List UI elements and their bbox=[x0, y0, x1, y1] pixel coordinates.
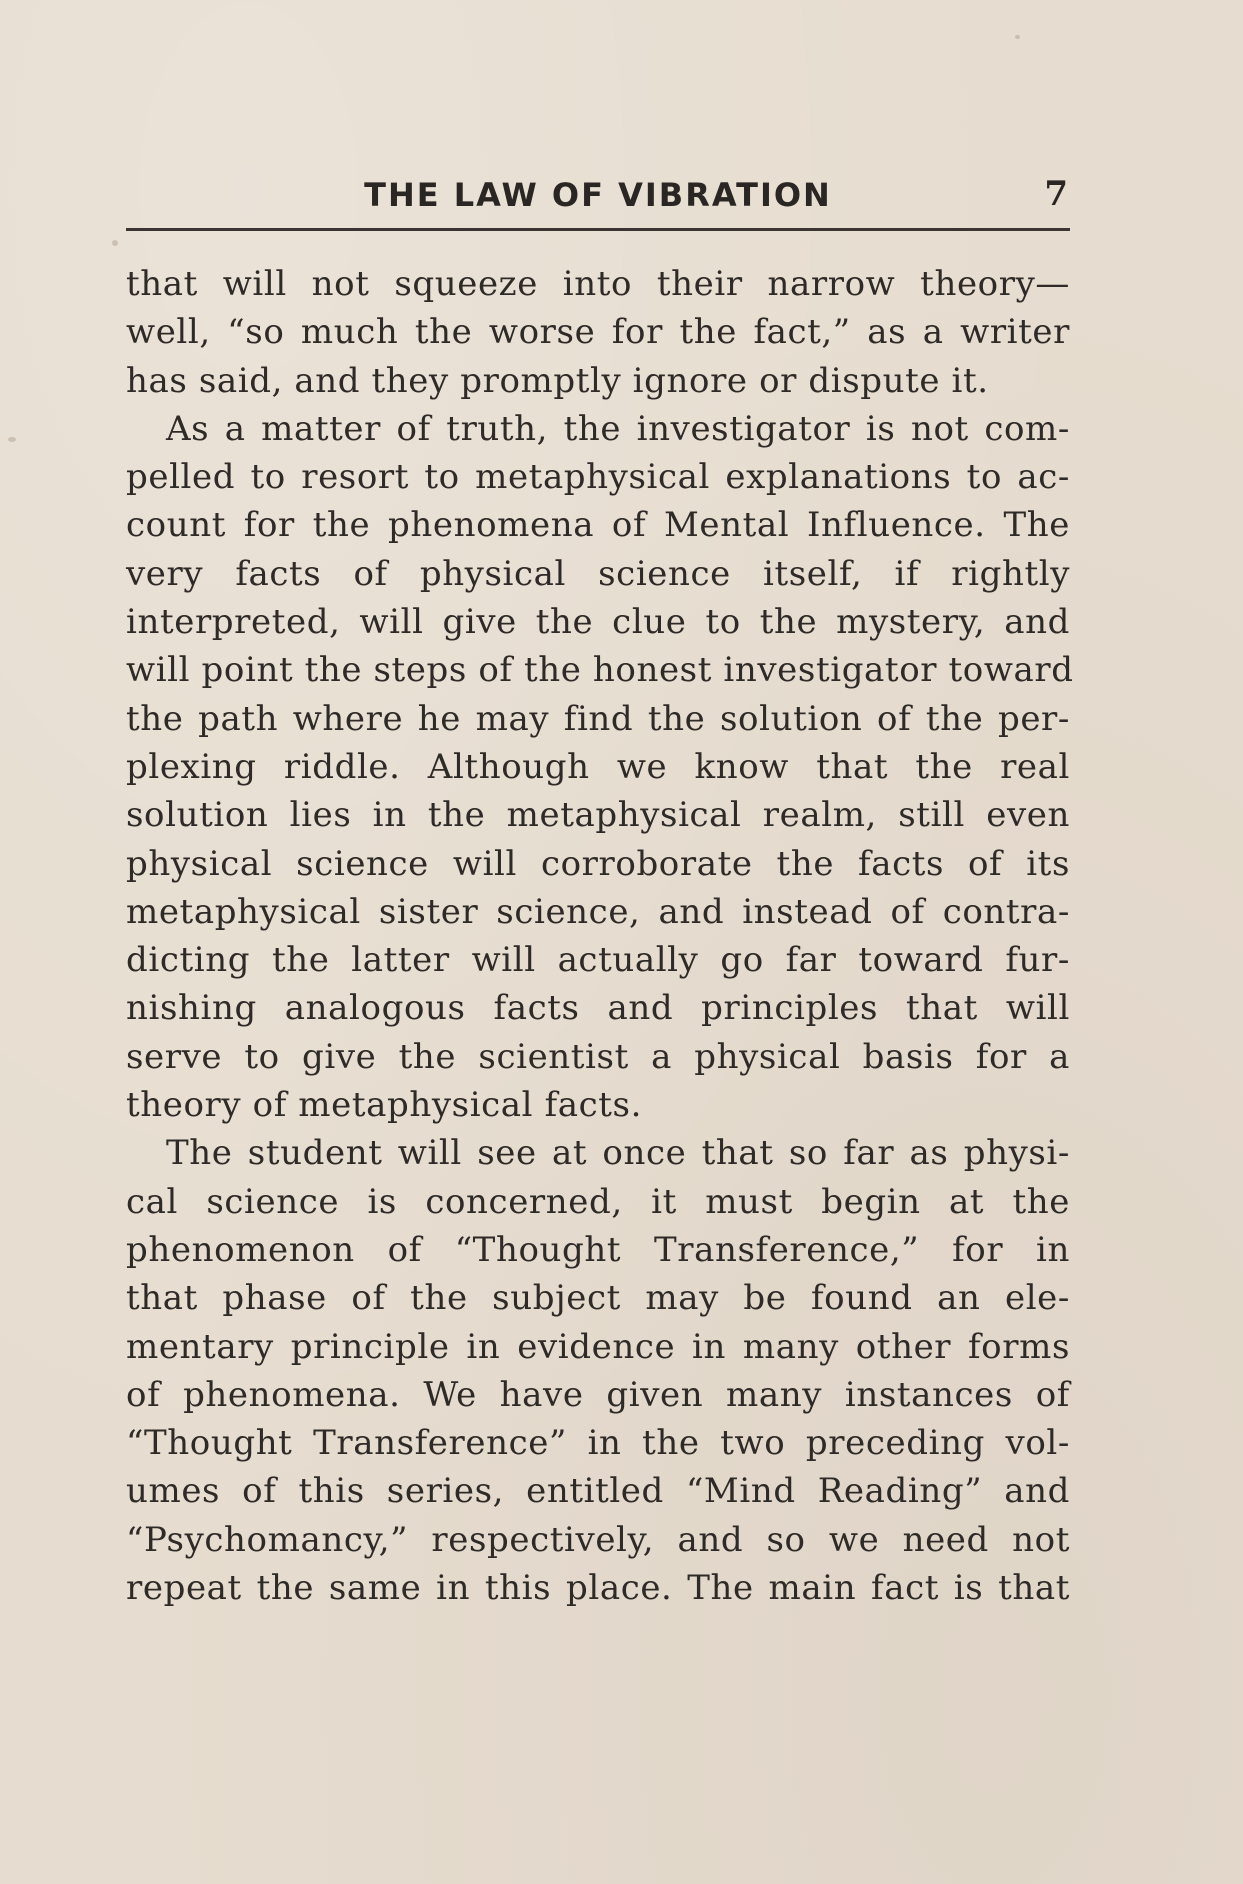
text-line: that will not squeeze into their narrow theory— bbox=[126, 264, 1070, 304]
text-line: has said, and they promptly ignore or dispute it. bbox=[126, 360, 989, 401]
page-number: 7 bbox=[1044, 174, 1068, 214]
text-line: well, “so much the worse for the fact,” as a writer bbox=[126, 312, 1070, 353]
paragraph-first-line: As a matter of truth, the investigator is not com- bbox=[166, 408, 1070, 449]
text-line: umes of this series, entitled “Mind Reading” and bbox=[126, 1471, 1070, 1512]
text-line: serve to give the scientist a physical basis for a bbox=[126, 1036, 1070, 1077]
text-line: “Thought Transference” in the two preceding vol- bbox=[126, 1423, 1070, 1464]
paper-speck bbox=[112, 240, 118, 246]
text-line: metaphysical sister science, and instead of contra- bbox=[126, 891, 1070, 932]
text-line: very facts of physical science itself, if rightly bbox=[126, 553, 1070, 594]
text-line: that phase of the subject may be found an ele- bbox=[126, 1278, 1070, 1319]
text-line: pelled to resort to metaphysical explanations to ac- bbox=[126, 457, 1070, 498]
text-line: will point the steps of the honest investigator toward bbox=[126, 650, 1074, 691]
page-header bbox=[126, 172, 1070, 231]
text-line: “Psychomancy,” respectively, and so we need not bbox=[126, 1519, 1070, 1560]
paper-speck bbox=[1015, 35, 1020, 39]
text-line: count for the phenomena of Mental Influence. The bbox=[126, 505, 1070, 546]
text-line: nishing analogous facts and principles that will bbox=[126, 988, 1070, 1029]
text-line: repeat the same in this place. The main fact is that bbox=[126, 1568, 1070, 1609]
text-line: dicting the latter will actually go far toward fur- bbox=[126, 940, 1070, 981]
body-text bbox=[126, 260, 1074, 1612]
text-line: solution lies in the metaphysical realm, still even bbox=[126, 795, 1070, 836]
text-line: cal science is concerned, it must begin at the bbox=[126, 1181, 1070, 1222]
text-line: interpreted, will give the clue to the mystery, and bbox=[126, 602, 1070, 643]
text-line: mentary principle in evidence in many other forms bbox=[126, 1326, 1070, 1367]
paper-speck bbox=[8, 437, 16, 442]
text-line: physical science will corroborate the facts of its bbox=[126, 843, 1070, 884]
text-line: the path where he may find the solution of the per- bbox=[126, 698, 1070, 739]
text-line: of phenomena. We have given many instances of bbox=[126, 1374, 1070, 1415]
running-title: THE LAW OF VIBRATION bbox=[364, 176, 832, 214]
paragraph-first-line: The student will see at once that so far as physi- bbox=[166, 1133, 1070, 1174]
text-line: plexing riddle. Although we know that the real bbox=[126, 746, 1070, 787]
text-line: phenomenon of “Thought Transference,” for in bbox=[126, 1229, 1070, 1270]
text-line: theory of metaphysical facts. bbox=[126, 1085, 642, 1126]
